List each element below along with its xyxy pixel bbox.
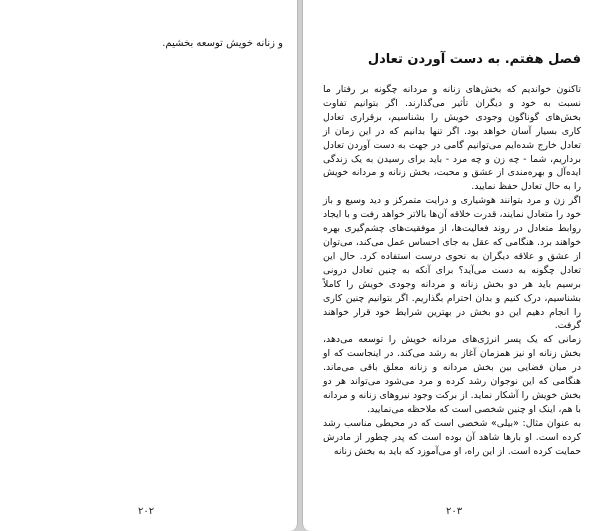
paragraph: تاکنون خواندیم که بخش‌های زنانه و مردانه چگونه بر رفتار ما نسبت به خود و دیگران تأثیر می‌گذارند. اگر بتوانیم تفاوت بخش‌های گوناگون وجودی خویش را بشناسیم، برقراری تعادل کاری بسیار آسان خواهد بود. اگر تنها بدانیم که در این زمان از تعادل خارج شده‌ایم می‌توانیم گامی در جهت به دست آوردن تعادل برداریم، شما - چه زن و چه مرد - باید برای رسیدن به یک زندگی ایده‌آل و بهره‌مندی از عشق و محبت، بخش زنانه و مردانه خویش را به حال تعادل حفظ نمایید. <box>323 84 581 193</box>
paragraph: اگر زن و مرد بتوانند هوشیاری و درایت متمرکز و دید وسیع و باز خود را متعادل نمایند، قدرت خلاقه آن‌ها بالاتر خواهد رفت و با ایجاد روابط متعادل در روند فعالیت‌ها، از موفقیت‌های چشم‌گیری بهره خواهند برد. هنگامی که عقل به جای احساس عمل می‌کند، می‌توان از عشق و علاقه دیگران به نحوی درست استفاده کرد. حال این تعادل چگونه به دست می‌آید؟ برای آنکه به چنین تعادل درونی برسیم باید هر دو بخش زنانه و مردانه وجودی خویش را کاملاً بشناسیم، درک کنیم و بدان احترام بگذاریم. اگر بتوانیم چنین کاری را انجام دهیم این دو بخش در بهترین شرایط خود قرار خواهند گرفت. <box>323 195 581 332</box>
right-page <box>302 0 603 531</box>
page-number: ۲۰۳ <box>446 506 463 517</box>
left-page <box>0 0 298 531</box>
paragraph: زمانی که یک پسر انرژی‌های مردانه خویش را توسعه می‌دهد، بخش زنانه او نیز همزمان آغاز به رشد می‌کند. در اینجاست که او در میان فضایی بین بخش مردانه و زنانه معلق باقی می‌ماند. هنگامی که این نوجوان رشد کرده و مرد می‌شود می‌تواند هر دو بخش خویش را آشکار نماید. از برکت وجود نیروهای زنانه و مردانه با هم، اینک او چنین شخصی است که ملاحظه می‌نمایید. <box>323 334 581 415</box>
page-number: ۲۰۲ <box>138 506 155 517</box>
chapter-title: فصل هفتم. به دست آوردن تعادل <box>367 52 581 67</box>
page-text: و زنانه خویش توسعه بخشیم. <box>162 38 283 49</box>
paragraph: به عنوان مثال: «بیلی» شخصی است که در محیطی مناسب رشد کرده است. او بارها شاهد آن بوده است که پدر چطور از مادرش حمایت کرده است. از این راه، او می‌آموزد که باید به بخش زنانه <box>323 417 581 457</box>
body-text <box>323 83 581 458</box>
